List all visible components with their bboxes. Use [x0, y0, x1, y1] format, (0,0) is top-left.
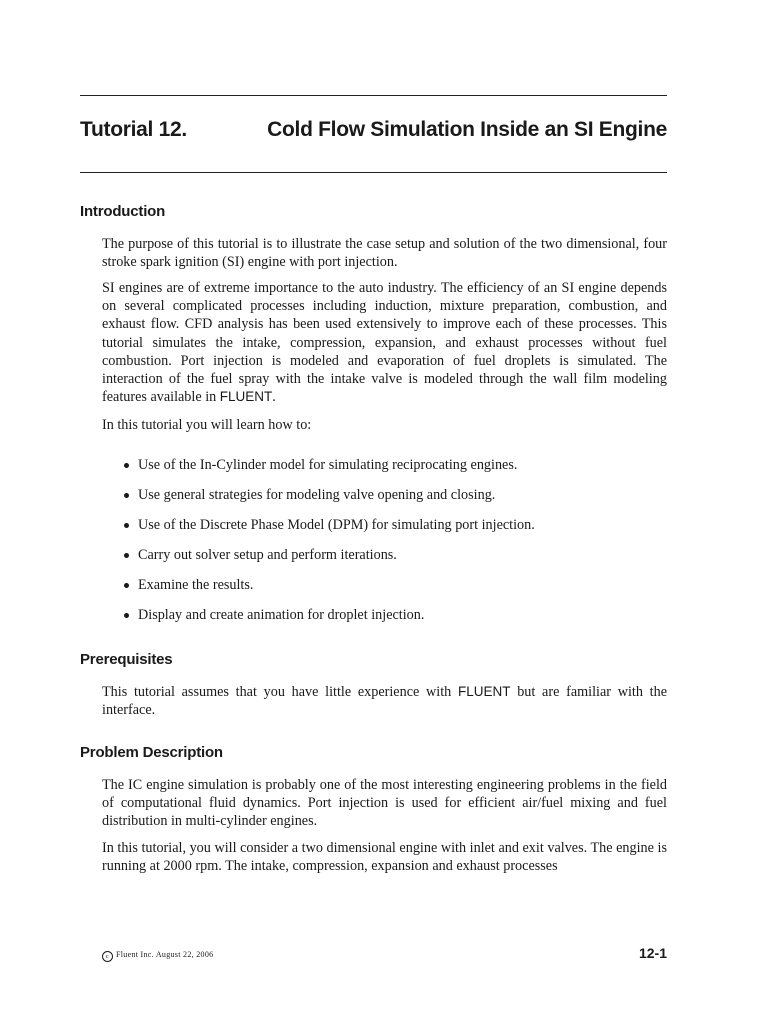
- bullet-icon: [124, 493, 129, 498]
- bullet-icon: [124, 613, 129, 618]
- list-item-text: Carry out solver setup and perform iterations.: [138, 547, 397, 563]
- list-item: [102, 576, 667, 606]
- prerequisites-text-b: but are familiar with the interface.: [102, 684, 667, 719]
- header-top-rule: [80, 95, 667, 96]
- bullet-icon: [124, 463, 129, 468]
- list-item-text: Use general strategies for modeling valve opening and closing.: [138, 487, 496, 503]
- fluent-product-name: FLUENT: [219, 389, 273, 405]
- bullet-icon: [124, 523, 129, 528]
- list-item: [102, 546, 667, 576]
- footer-copyright-text: Fluent Inc. August 22, 2006: [116, 950, 214, 959]
- introduction-paragraph-3: In this tutorial you will learn how to:: [102, 417, 312, 433]
- prerequisites-text-a: This tutorial assumes that you have little experience with: [102, 684, 458, 700]
- tutorial-header: [80, 116, 667, 150]
- prerequisites-paragraph: [102, 683, 667, 719]
- learning-objectives-list: [102, 456, 667, 636]
- introduction-paragraph-2: [102, 279, 667, 406]
- list-item: [102, 606, 667, 636]
- prerequisites-heading: Prerequisites: [80, 651, 173, 668]
- problem-description-paragraph-2: In this tutorial, you will consider a two dimensional engine with inlet and exit valves. The engine is running at 2000 rpm. The intake, compression, expansion and exhaust processes: [102, 840, 667, 875]
- footer-copyright: [102, 950, 213, 962]
- bullet-icon: [124, 553, 129, 558]
- introduction-paragraph-1: The purpose of this tutorial is to illustrate the case setup and solution of the two dimensional, four stroke spark ignition (SI) engine with port injection.: [102, 236, 667, 271]
- list-item: [102, 456, 667, 486]
- copyright-icon: c: [102, 951, 113, 962]
- problem-description-paragraph-1: The IC engine simulation is probably one of the most interesting engineering problems in the field of computational fluid dynamics. Port injection is used for efficient air/fuel mixing and fuel distribution in multi-cylinder engines.: [102, 777, 667, 830]
- fluent-product-name: FLUENT: [457, 684, 511, 699]
- tutorial-title: Cold Flow Simulation Inside an SI Engine: [267, 118, 667, 141]
- page-number: 12-1: [638, 945, 667, 961]
- introduction-paragraph-2-text: SI engines are of extreme importance to the auto industry. The efficiency of an SI engine depends on several complicated processes including induction, mixture preparation, combustion, and exhaust flow. CFD analysis has been used extensively to improve each of these processes. This tutorial simulates the intake, compression, expansion, and exhaust processes without fuel combustion. Port injection is modeled and evaporation of fuel droplets is simulated. The interaction of the fuel spray with the intake valve is modeled through the wall film modeling features available in: [102, 280, 667, 406]
- list-item-text: Examine the results.: [138, 577, 254, 593]
- list-item-text: Display and create animation for droplet injection.: [138, 607, 425, 623]
- introduction-paragraph-2-end: .: [272, 389, 276, 406]
- list-item-text: Use of the Discrete Phase Model (DPM) for simulating port injection.: [138, 517, 535, 533]
- introduction-heading: Introduction: [80, 203, 166, 220]
- header-bottom-rule: [80, 172, 667, 173]
- list-item-text: Use of the In-Cylinder model for simulating reciprocating engines.: [138, 457, 518, 473]
- list-item: [102, 486, 667, 516]
- list-item: [102, 516, 667, 546]
- tutorial-number: Tutorial 12.: [80, 118, 187, 141]
- problem-description-heading: Problem Description: [80, 744, 223, 761]
- bullet-icon: [124, 583, 129, 588]
